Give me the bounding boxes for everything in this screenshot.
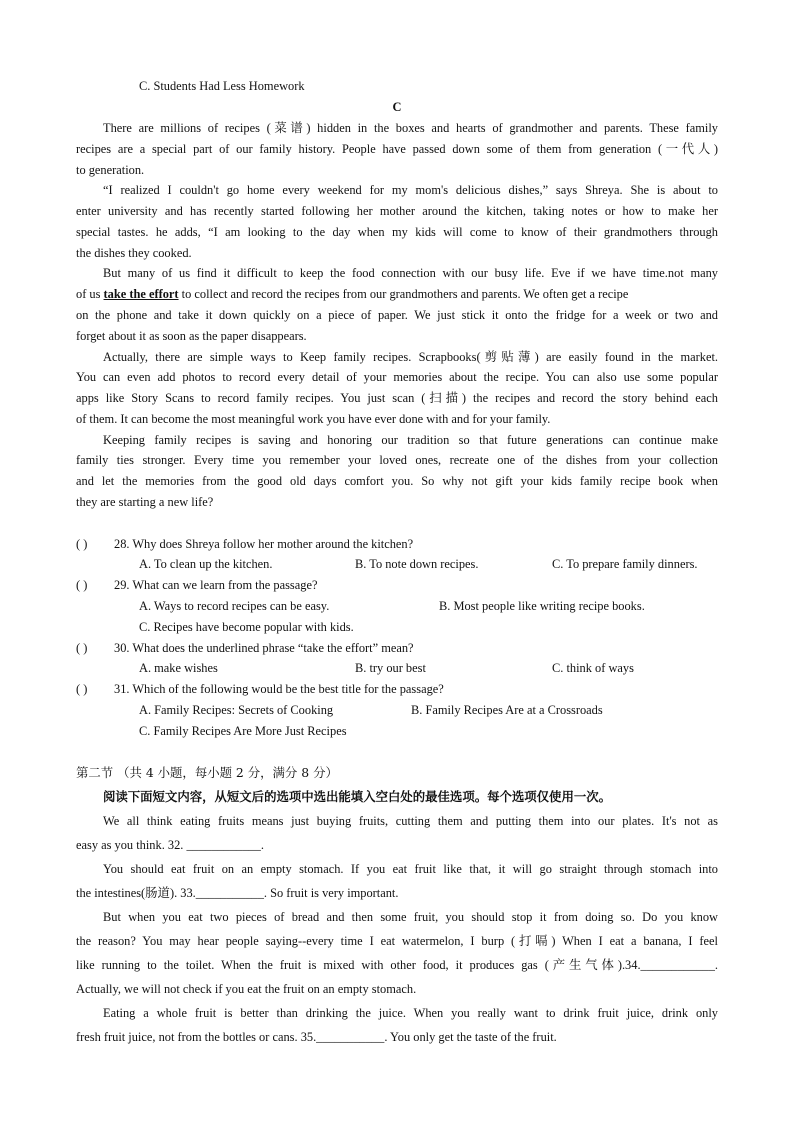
passage-line: special tastes. he adds, “I am looking to the day when my kids will come to know of their grandmothers through xyxy=(76,225,718,239)
option-a: A. Family Recipes: Secrets of Cooking xyxy=(139,703,334,717)
option-c: C. Family Recipes Are More Just Recipes xyxy=(139,724,347,738)
option-b: B. try our best xyxy=(355,661,426,675)
passage-line: Eating a whole fruit is better than drinking the juice. When you really want to drink fruit juice, drink only xyxy=(103,1006,718,1020)
passage-line: There are millions of recipes (菜谱) hidden in the boxes and hearts of grandmother and parents. These family xyxy=(103,121,718,135)
passage-line: easy as you think. 32. ____________. xyxy=(76,838,264,852)
passage-text: of us xyxy=(76,287,104,301)
answer-blank[interactable]: ( ) xyxy=(76,682,88,696)
passage-line: “I realized I couldn't go home every weekend for my mom's delicious dishes,” says Shreya. She is about to xyxy=(103,183,718,197)
answer-blank[interactable]: ( ) xyxy=(76,641,88,655)
passage-line: on the phone and take it down quickly on a piece of paper. We just stick it onto the fridge for a week or two and xyxy=(76,308,718,322)
passage-line-underlined xyxy=(76,286,718,302)
question-stem: 30. What does the underlined phrase “take the effort” mean? xyxy=(114,641,414,655)
option-c: C. think of ways xyxy=(552,661,634,675)
passage-line: the dishes they cooked. xyxy=(76,246,192,260)
section-instruction: 阅读下面短文内容，从短文后的选项中选出能填入空白处的最佳选项。每个选项仅使用一次。 xyxy=(103,789,612,804)
previous-option-c: C. Students Had Less Homework xyxy=(139,79,305,93)
passage-line: forget about it as soon as the paper disappears. xyxy=(76,329,307,343)
underlined-phrase: take the effort xyxy=(103,287,179,301)
option-c: C. Recipes have become popular with kids. xyxy=(139,620,354,634)
passage-line: Keeping family recipes is saving and honoring our tradition so that future generations can continue make xyxy=(103,433,718,447)
passage-line: enter university and has recently started following her mother around the kitchen, taking notes or how to make her xyxy=(76,204,718,218)
passage-line: You should eat fruit on an empty stomach. If you eat fruit like that, it will go straight through stomach into xyxy=(103,862,718,876)
passage-heading: C xyxy=(392,100,402,114)
passage-line: like running to the toilet. When the fruit is mixed with other food, it produces gas (产生气体).34.____________. xyxy=(76,958,718,972)
question-stem: 28. Why does Shreya follow her mother around the kitchen? xyxy=(114,537,414,551)
passage-line: But many of us find it difficult to keep the food connection with our busy life. Eve if we have time.not many xyxy=(103,266,718,280)
passage-line: family ties stronger. Every time you remember your loved ones, recreate one of the dishes from your collection xyxy=(76,453,718,467)
passage-line: Actually, there are simple ways to Keep family recipes. Scrapbooks(剪贴薄) are easily found in the market. xyxy=(103,350,718,364)
passage-line: to generation. xyxy=(76,163,145,177)
passage-line: Actually, we will not check if you eat the fruit on an empty stomach. xyxy=(76,982,417,996)
option-a: A. To clean up the kitchen. xyxy=(139,557,273,571)
option-b: B. Most people like writing recipe books. xyxy=(439,599,645,613)
option-a: A. Ways to record recipes can be easy. xyxy=(139,599,330,613)
passage-line: the intestines(肠道). 33.___________. So fruit is very important. xyxy=(76,886,399,900)
passage-line: But when you eat two pieces of bread and then some fruit, you should stop it from doing so. Do you know xyxy=(103,910,718,924)
passage-text: to collect and record the recipes from our grandmothers and parents. We often get a recipe xyxy=(178,287,629,301)
answer-blank[interactable]: ( ) xyxy=(76,578,88,592)
question-stem: 31. Which of the following would be the best title for the passage? xyxy=(114,682,444,696)
passage-line: apps like Story Scans to record family recipes. You just scan (扫描) the recipes and record the story behind each xyxy=(76,391,718,405)
answer-blank[interactable]: ( ) xyxy=(76,537,88,551)
option-a: A. make wishes xyxy=(139,661,218,675)
passage-line: We all think eating fruits means just buying fruits, cutting them and putting them into our plates. It's not as xyxy=(103,814,718,828)
passage-line: the reason? You may hear people saying--every time I eat watermelon, I burp (打嗝) When I eat a banana, I feel xyxy=(76,934,718,948)
question-stem: 29. What can we learn from the passage? xyxy=(114,578,318,592)
passage-line: of them. It can become the most meaningful work you have ever done with and for your family. xyxy=(76,412,551,426)
option-b: B. Family Recipes Are at a Crossroads xyxy=(411,703,603,717)
passage-line: they are starting a new life? xyxy=(76,495,214,509)
passage-line: and let the memories from the good old days comfort you. So why not gift your kids family recipe book when xyxy=(76,474,718,488)
passage-line: You can even add photos to record every detail of your memories about the recipe. You can also use some popular xyxy=(76,370,718,384)
option-b: B. To note down recipes. xyxy=(355,557,479,571)
option-c: C. To prepare family dinners. xyxy=(552,557,698,571)
section-title: 第二节 （共 4 小题，每小题 2 分，满分 8 分） xyxy=(76,765,338,780)
passage-line: recipes are a special part of our family history. People have passed down some of them from generation (一代人) xyxy=(76,142,718,156)
passage-line: fresh fruit juice, not from the bottles or cans. 35.___________. You only get the taste of the fruit. xyxy=(76,1030,557,1044)
